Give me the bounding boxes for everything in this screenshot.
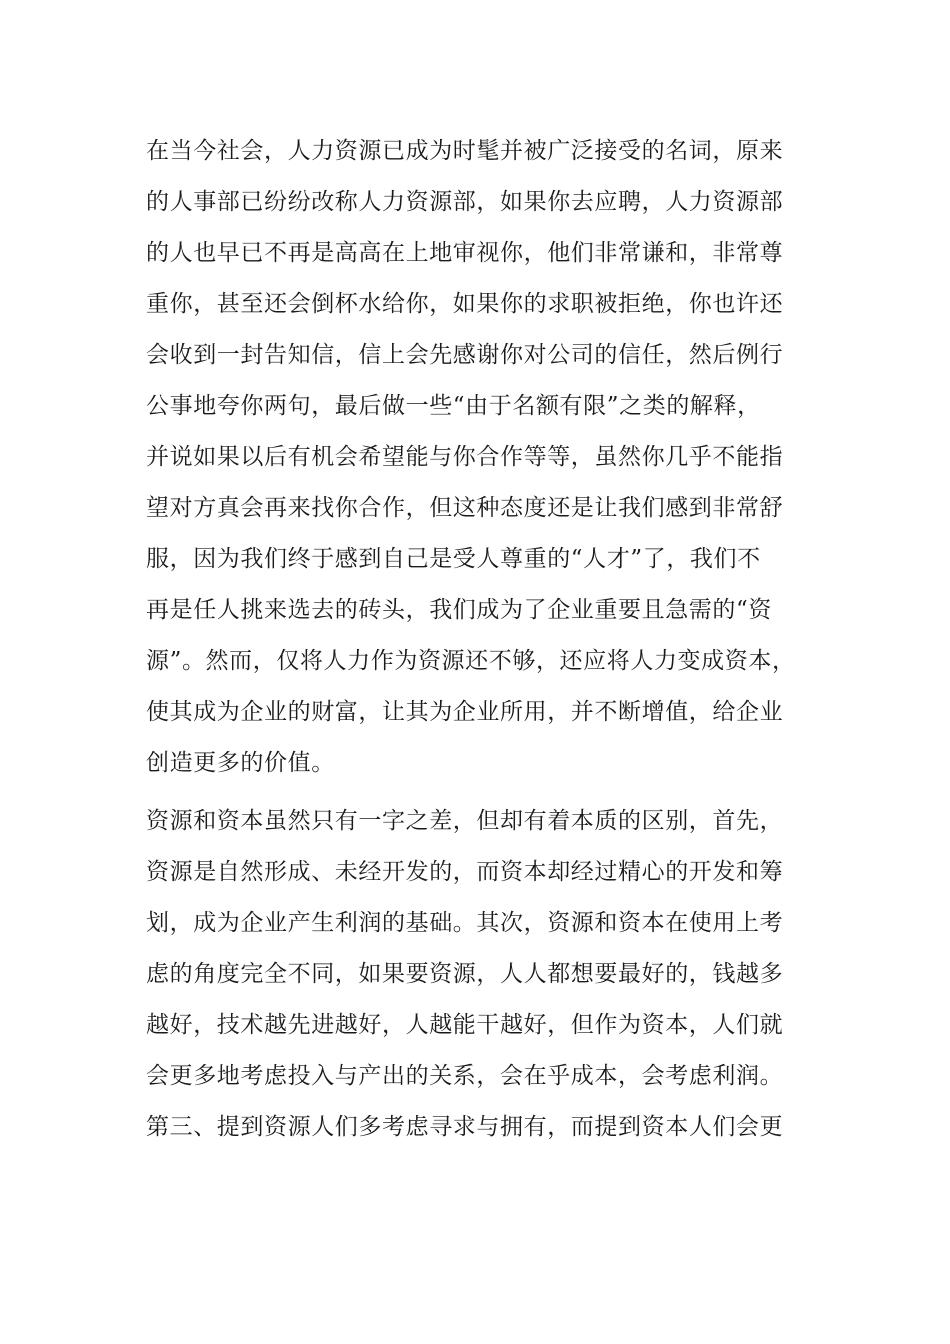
- paragraph-1: [146, 126, 806, 789]
- text-line: 重你，甚至还会倒杯水给你，如果你的求职被拒绝，你也许还: [146, 291, 784, 317]
- text-line: 服，因为我们终于感到自己是受人尊重的“人才”了，我们不: [146, 546, 761, 572]
- text-line: 会更多地考虑投入与产出的关系，会在乎成本，会考虑利润。: [146, 1063, 784, 1089]
- text-line: 会收到一封告知信，信上会先感谢你对公司的信任，然后例行: [146, 342, 784, 368]
- text-line: 使其成为企业的财富，让其为企业所用，并不断增值，给企业: [146, 699, 784, 725]
- text-line: 再是任人挑来选去的砖头，我们成为了企业重要且急需的“资: [146, 597, 772, 623]
- text-line: 虑的角度完全不同，如果要资源，人人都想要最好的，钱越多: [146, 961, 784, 987]
- text-line: 划，成为企业产生利润的基础。其次，资源和资本在使用上考: [146, 910, 784, 936]
- text-line: 的人事部已纷纷改称人力资源部，如果你去应聘，人力资源部: [146, 189, 784, 215]
- text-line: 源”。然而，仅将人力作为资源还不够，还应将人力变成资本，: [146, 648, 796, 674]
- text-line: 越好，技术越先进越好，人越能干越好，但作为资本，人们就: [146, 1012, 784, 1038]
- text-line: 望对方真会再来找你合作，但这种态度还是让我们感到非常舒: [146, 495, 784, 521]
- paragraph-2: [146, 796, 806, 1153]
- text-line: 第三、提到资源人们多考虑寻求与拥有，而提到资本人们会更: [146, 1114, 784, 1140]
- text-line: 的人也早已不再是高高在上地审视你，他们非常谦和，非常尊: [146, 240, 784, 266]
- text-line: 在当今社会，人力资源已成为时髦并被广泛接受的名词，原来: [146, 138, 784, 164]
- text-line: 创造更多的价值。: [146, 750, 335, 776]
- text-line: 并说如果以后有机会希望能与你合作等等，虽然你几乎不能指: [146, 444, 784, 470]
- text-line: 资源是自然形成、未经开发的，而资本却经过精心的开发和筹: [146, 859, 784, 885]
- text-line: 公事地夸你两句，最后做一些“由于名额有限”之类的解释，: [146, 393, 761, 419]
- text-line: 资源和资本虽然只有一字之差，但却有着本质的区别，首先，: [146, 808, 784, 834]
